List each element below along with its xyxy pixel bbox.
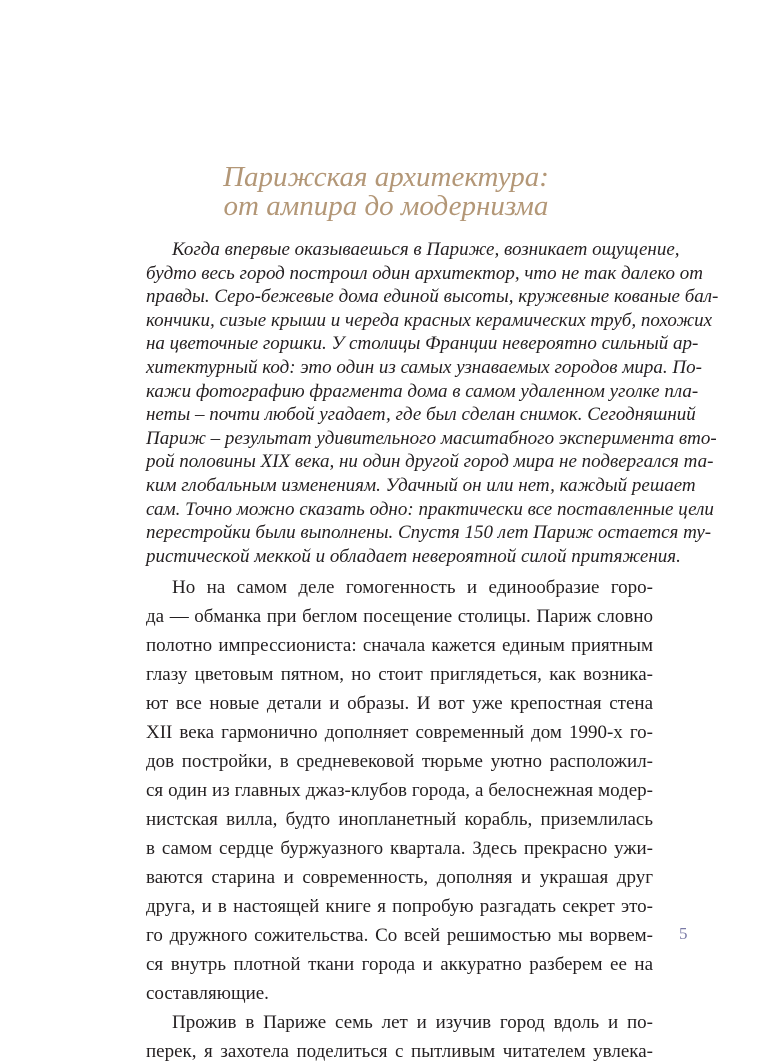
intro-line: хитектурный код: это один из самых узнаваемых городов мира. По- xyxy=(146,357,702,378)
chapter-title xyxy=(150,163,622,221)
intro-line: кончики, сизые крыши и череда красных керамических труб, похожих xyxy=(146,309,713,331)
body-line: полотно импрессиониста: сначала кажется единым приятным xyxy=(146,635,653,656)
intro-line: ристической меккой и обладает невероятной силой притяжения. xyxy=(146,545,681,567)
page-number: 5 xyxy=(679,924,688,943)
body-line: Прожив в Париже семь лет и изучив город вдоль и по- xyxy=(172,1012,653,1033)
intro-line: сам. Точно можно сказать одно: практически все поставленные цели xyxy=(146,498,714,520)
intro-line: Когда впервые оказываешься в Париже, возникает ощущение, xyxy=(172,239,680,260)
intro-line: перестройки были выполнены. Спустя 150 лет Париж остается ту- xyxy=(146,522,712,544)
body-line: друга, и в настоящей книге я попробую разгадать секрет это- xyxy=(146,896,653,917)
body-line: XII века гармонично дополняет современный дом 1990-х го- xyxy=(146,722,653,743)
intro-line: правды. Серо-бежевые дома единой высоты, кружевные кованые бал- xyxy=(146,286,719,308)
body-line: ся внутрь плотной ткани города и аккуратно разберем ее на xyxy=(146,954,653,975)
body-line: ваются старина и современность, дополняя и украшая друг xyxy=(146,867,653,888)
intro-line: Париж – результат удивительного масштабного эксперимента вто- xyxy=(146,427,717,449)
intro-line: будто весь город построил один архитектор, что не так далеко от xyxy=(146,262,704,284)
body-line: ют все новые детали и образы. И вот уже крепостная стена xyxy=(146,693,653,714)
chapter-title-line-1: Парижская архитектура: xyxy=(223,161,549,193)
intro-line: неты – почти любой угадает, где был сделан снимок. Сегодняшний xyxy=(146,404,696,426)
body-line: го дружного сожительства. Со всей решимостью мы ворвем- xyxy=(146,925,653,946)
body-line: ся один из главных джаз-клубов города, а белоснежная модер- xyxy=(146,780,653,801)
body-line: перек, я захотела поделиться с пытливым читателем увлека- xyxy=(146,1041,653,1062)
chapter-title-line-2: от ампира до модернизма xyxy=(223,190,549,222)
body-line: дов постройки, в средневековой тюрьме уютно расположил- xyxy=(146,751,653,772)
body-line: составляющие. xyxy=(146,983,269,1004)
intro-line: ким глобальным изменениям. Удачный он или нет, каждый решает xyxy=(146,475,696,496)
intro-line: кажи фотографию фрагмента дома в самом удаленном уголке пла- xyxy=(146,380,699,402)
body-line: глазу цветовым пятном, но стоит приглядеться, как возника- xyxy=(146,664,653,685)
intro-line: рой половины XIX века, ни один другой город мира не подвергался та- xyxy=(146,451,714,473)
body-line: да — обманка при беглом посещение столицы. Париж словно xyxy=(146,606,653,627)
body-line: нистская вилла, будто инопланетный корабль, приземлилась xyxy=(146,809,653,830)
body-line: Но на самом деле гомогенность и единообразие горо- xyxy=(172,577,653,598)
body-line: в самом сердце буржуазного квартала. Здесь прекрасно ужи- xyxy=(146,838,653,859)
intro-line: на цветочные горшки. У столицы Франции невероятно сильный ар- xyxy=(146,333,699,355)
